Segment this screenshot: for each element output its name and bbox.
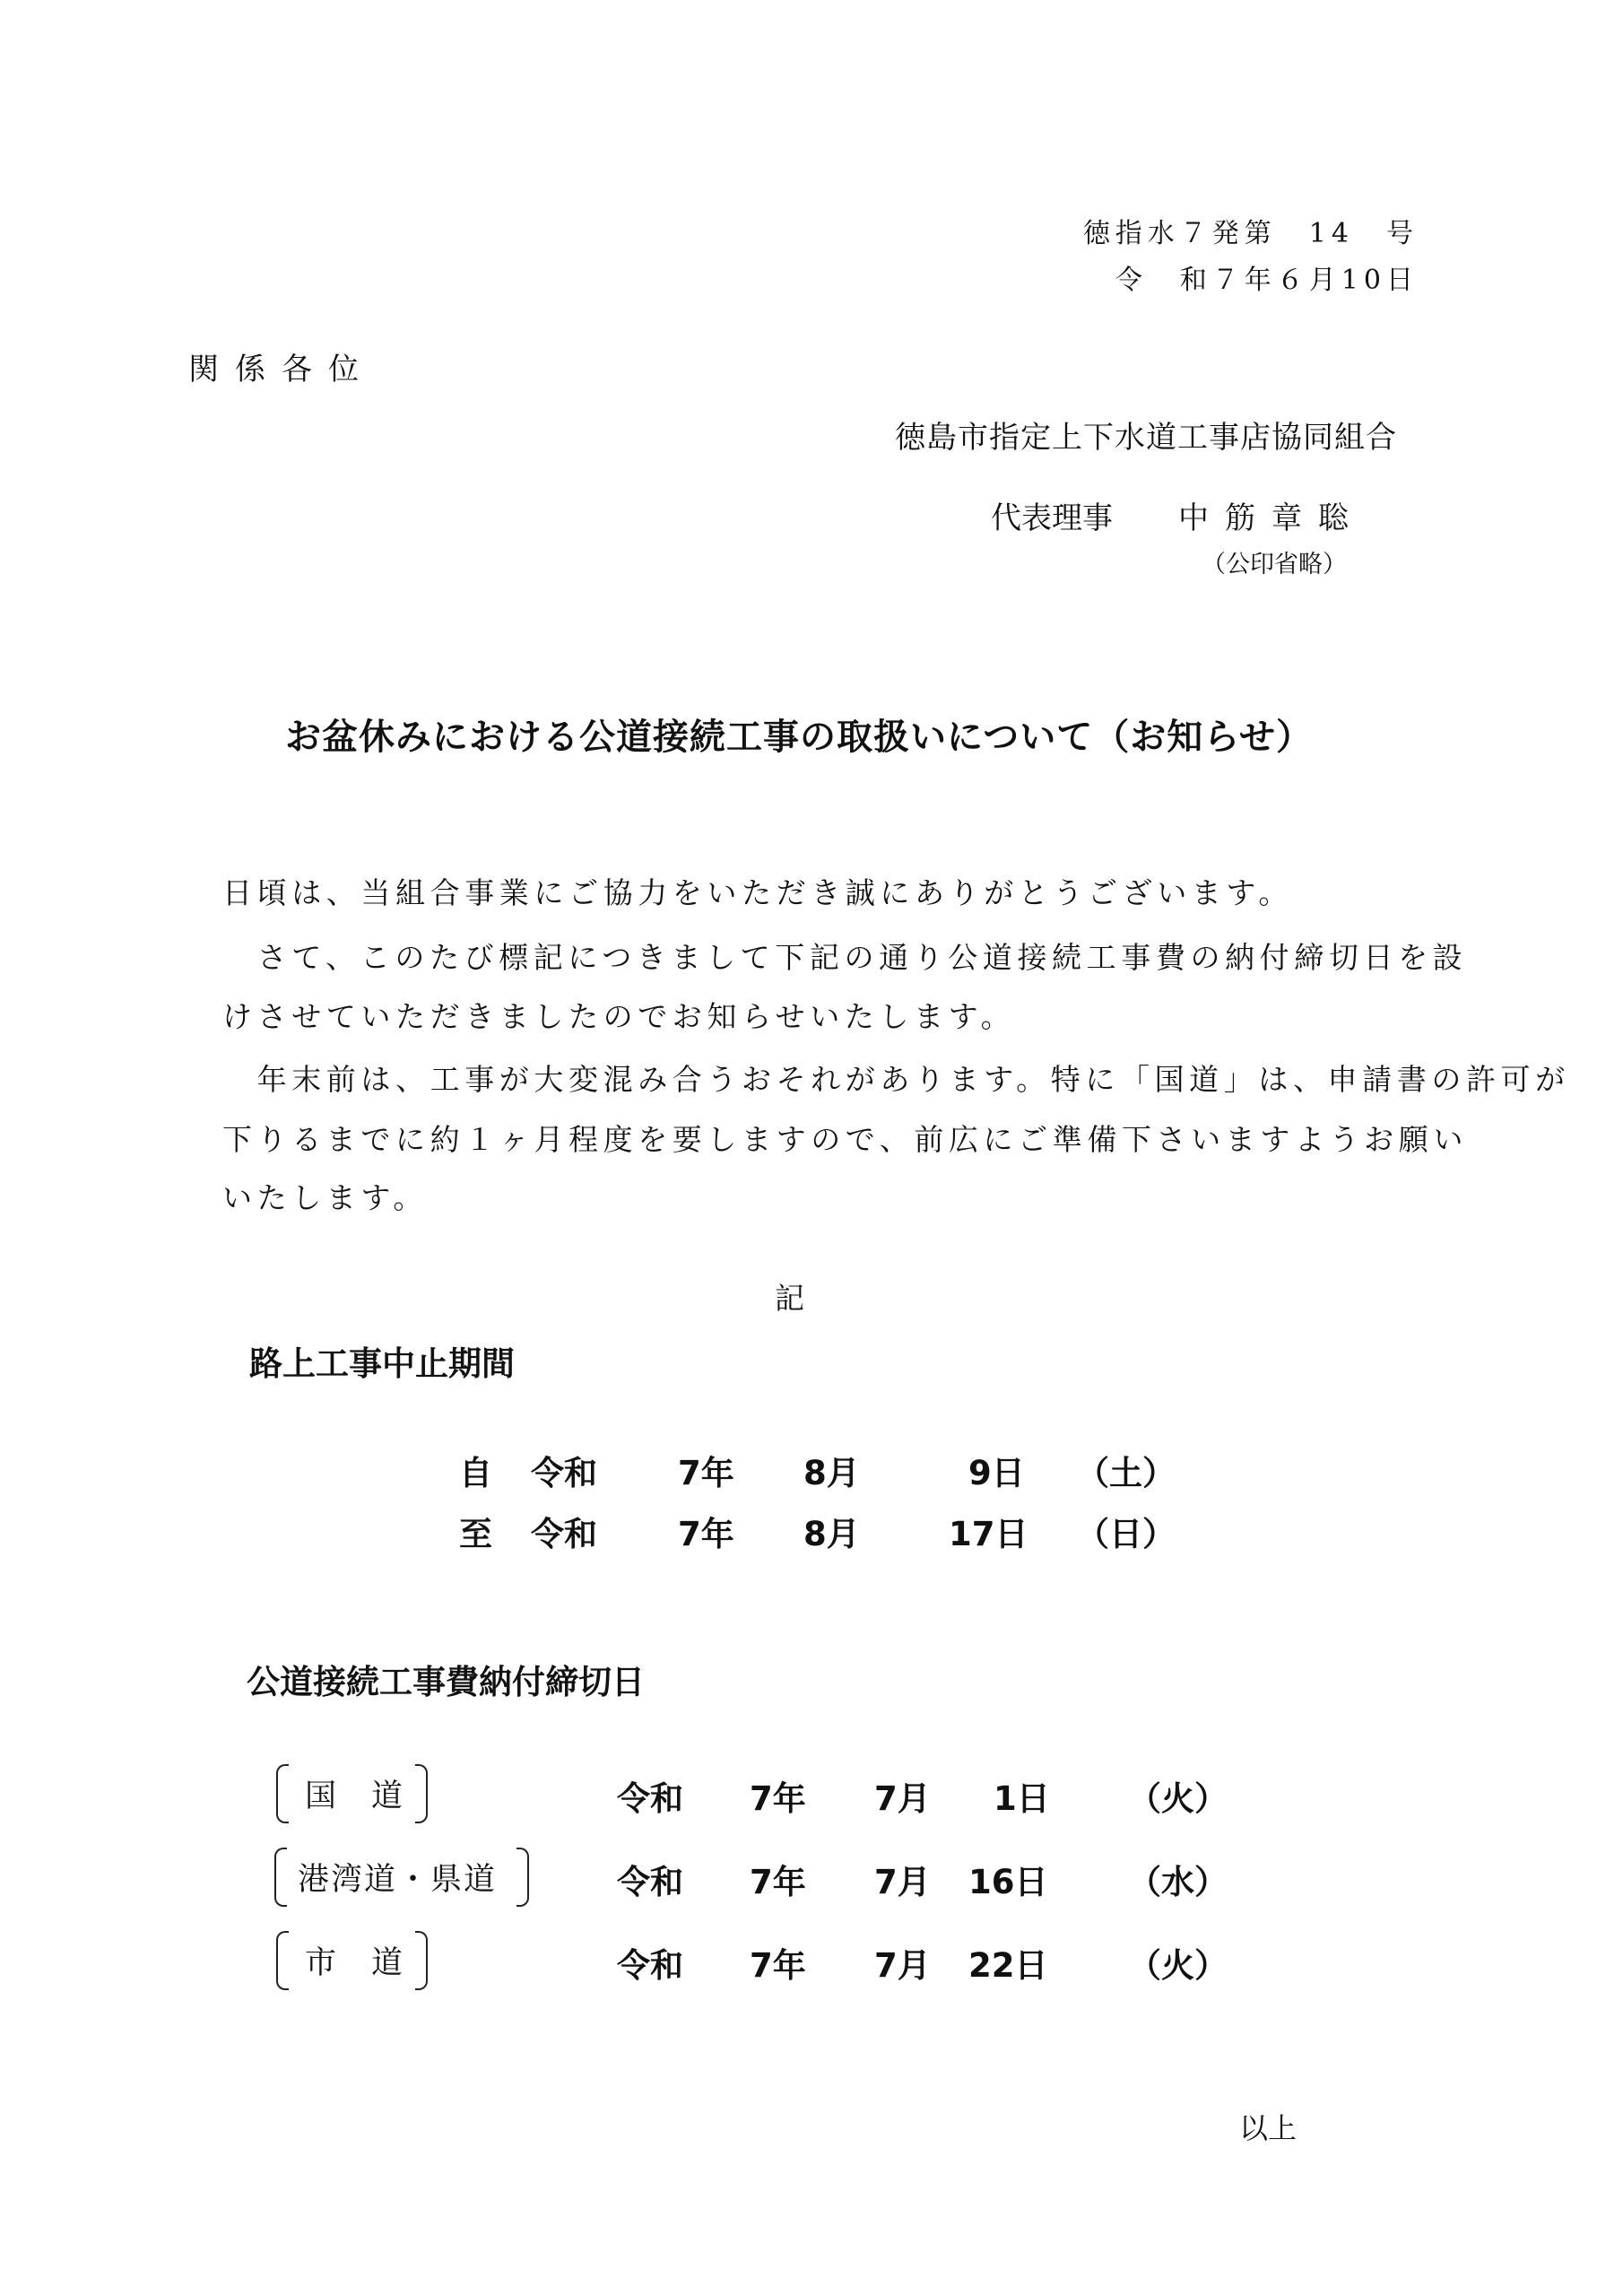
bracket-left — [276, 1931, 289, 1990]
road-label: 市 道 — [305, 1945, 405, 1981]
body-line: 下りるまでに約１ヶ月程度を要しますので、前広にご準備下さいますようお願い — [222, 1122, 1468, 1157]
row-month: 8月 — [803, 1454, 860, 1492]
row-day: 9日 — [968, 1454, 1025, 1492]
row-weekday: （火） — [1128, 1779, 1228, 1818]
seal-omitted-note: （公印省略） — [1202, 551, 1347, 578]
row-prefix: 至 — [459, 1515, 492, 1553]
row-year: 7年 — [750, 1863, 806, 1901]
row-month: 8月 — [803, 1515, 860, 1553]
row-weekday: （水） — [1128, 1863, 1228, 1901]
row-day: 22日 — [968, 1946, 1048, 1985]
document-date: 令 和７年６月10日 — [1115, 265, 1419, 296]
bracket-right — [516, 1848, 529, 1907]
row-weekday: （土） — [1076, 1454, 1176, 1492]
body-line: さて、このたび標記につきまして下記の通り公道接続工事費の納付締切日を設 — [222, 940, 1468, 975]
document-number: 徳指水７発第 14 号 — [1082, 218, 1419, 249]
body-line: 年末前は、工事が大変混み合うおそれがあります。特に「国道」は、申請書の許可が — [222, 1062, 1570, 1097]
row-era: 令和 — [531, 1454, 597, 1492]
body-line: けさせていただきましたのでお知らせいたします。 — [222, 999, 1016, 1034]
body-line: いたします。 — [222, 1180, 428, 1215]
row-prefix: 自 — [459, 1454, 492, 1492]
sender-organization: 徳島市指定上下水道工事店協同組合 — [895, 420, 1397, 456]
suspension-row-from — [0, 1446, 1623, 1491]
row-day: 16日 — [968, 1863, 1048, 1901]
road-label: 国 道 — [305, 1779, 405, 1814]
bracket-right — [415, 1764, 428, 1823]
row-year: 7年 — [678, 1454, 734, 1492]
row-era: 令和 — [617, 1946, 683, 1985]
row-era: 令和 — [531, 1515, 597, 1553]
row-weekday: （日） — [1076, 1515, 1176, 1553]
row-year: 7年 — [750, 1946, 806, 1985]
row-month: 7月 — [874, 1946, 931, 1985]
representative-title: 代表理事 — [991, 500, 1113, 536]
addressee: 関係各位 — [188, 352, 375, 387]
deadline-heading: 公道接続工事費納付締切日 — [247, 1663, 645, 1701]
representative-name: 中筋章聡 — [1178, 500, 1365, 536]
road-label: 港湾道・県道 — [298, 1862, 498, 1898]
deadline-row-port-prefectural — [0, 1855, 1623, 1912]
row-weekday: （火） — [1128, 1946, 1228, 1985]
row-era: 令和 — [617, 1779, 683, 1818]
document-title: お盆休みにおける公道接続工事の取扱いについて（お知らせ） — [285, 716, 1313, 758]
bracket-right — [415, 1931, 428, 1990]
row-month: 7月 — [874, 1779, 931, 1818]
row-month: 7月 — [874, 1863, 931, 1901]
row-year: 7年 — [678, 1515, 734, 1553]
row-day: 17日 — [949, 1515, 1028, 1553]
row-year: 7年 — [750, 1779, 806, 1818]
body-line: 日頃は、当組合事業にご協力をいただき誠にありがとうございます。 — [222, 875, 1293, 910]
bracket-left — [276, 1764, 289, 1823]
deadline-row-city — [0, 1938, 1623, 1996]
deadline-row-national — [0, 1771, 1623, 1829]
ki-marker: 記 — [775, 1281, 804, 1316]
bracket-left — [274, 1848, 287, 1907]
closing-ijou: 以上 — [1239, 2111, 1298, 2145]
row-day: 1日 — [994, 1779, 1050, 1818]
suspension-heading: 路上工事中止期間 — [249, 1344, 515, 1383]
row-era: 令和 — [617, 1863, 683, 1901]
suspension-row-to — [0, 1507, 1623, 1552]
